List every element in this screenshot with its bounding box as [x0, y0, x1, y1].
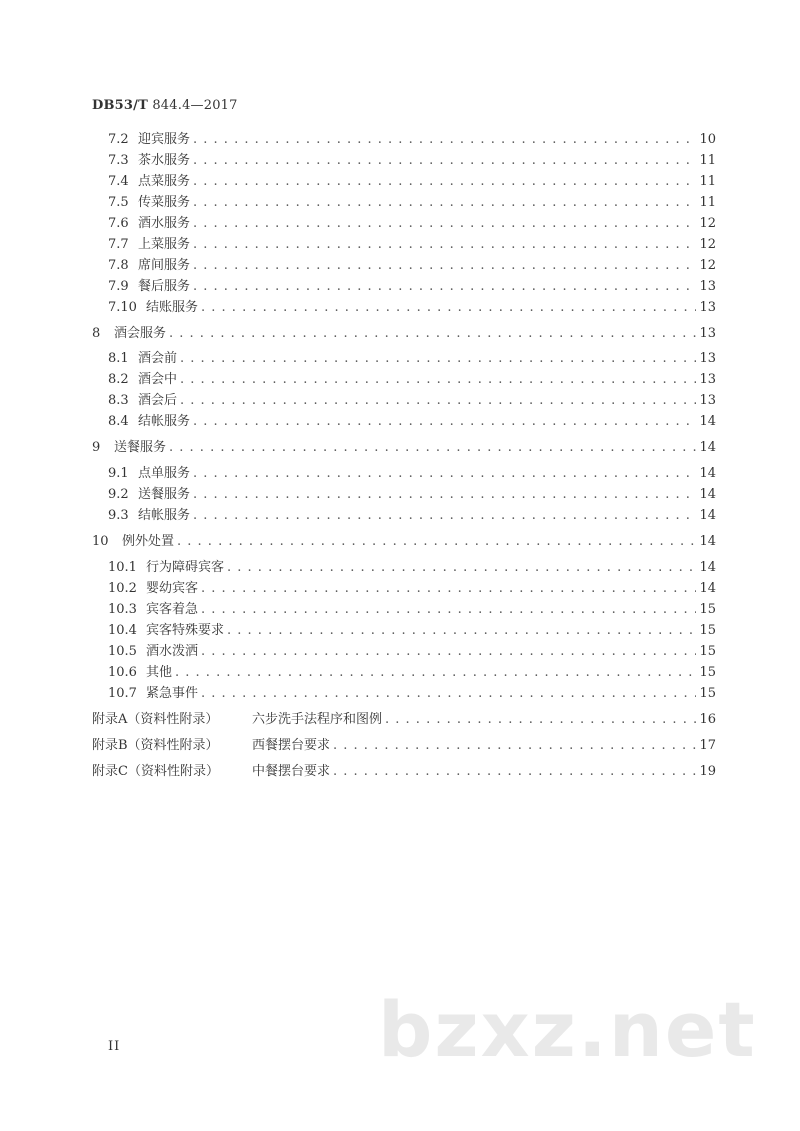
toc-entry-page: 12 [699, 216, 716, 231]
toc-entry[interactable] [108, 278, 716, 296]
toc-entry-number: 附录C（资料性附录） [92, 764, 219, 779]
toc-entry-page: 14 [699, 487, 716, 502]
toc-dot-leader [201, 643, 696, 661]
toc-entry-page: 15 [699, 623, 716, 638]
toc-entry-page: 14 [699, 440, 716, 455]
toc-entry-label: 行为障碍宾客 [146, 560, 225, 575]
toc-dot-leader [201, 299, 696, 317]
toc-entry-label: 结帐服务 [138, 414, 191, 429]
toc-entry-page: 14 [699, 534, 716, 549]
watermark: bzxz.net [378, 985, 757, 1074]
toc-dot-leader [180, 350, 696, 368]
toc-entry-page: 15 [699, 665, 716, 680]
toc-entry-number: 7.8 [108, 258, 129, 273]
toc-entry-label: 酒会前 [138, 351, 178, 366]
toc-entry-label: 送餐服务 [114, 440, 167, 455]
toc-entry-page: 11 [699, 153, 716, 168]
toc-entry-label: 例外处置 [122, 534, 175, 549]
toc-entry[interactable] [108, 299, 716, 317]
toc-entry[interactable] [108, 559, 716, 577]
toc-dot-leader [193, 152, 696, 170]
toc-entry[interactable] [92, 325, 716, 343]
toc-entry-number: 8.4 [108, 414, 129, 429]
toc-entry-number: 7.10 [108, 300, 137, 315]
toc-entry[interactable] [108, 350, 716, 368]
toc-entry-label: 上菜服务 [138, 237, 191, 252]
toc-entry[interactable] [92, 711, 716, 729]
toc-entry-label: 茶水服务 [138, 153, 191, 168]
toc-entry-page: 16 [699, 712, 716, 727]
toc-entry-number: 7.2 [108, 132, 129, 147]
toc-entry-page: 19 [699, 764, 716, 779]
toc-entry[interactable] [108, 622, 716, 640]
toc-entry-number: 9.2 [108, 487, 129, 502]
toc-entry-number: 10.6 [108, 665, 137, 680]
toc-dot-leader [180, 392, 696, 410]
toc-entry[interactable] [108, 507, 716, 525]
document-code-prefix: DB53/T [92, 98, 148, 113]
toc-entry[interactable] [92, 439, 716, 457]
toc-entry[interactable] [108, 601, 716, 619]
toc-entry-label: 席间服务 [138, 258, 191, 273]
toc-entry[interactable] [108, 392, 716, 410]
toc-entry-label: 西餐摆台要求 [252, 738, 331, 753]
toc-entry-label: 六步洗手法程序和图例 [252, 712, 383, 727]
toc-entry-label: 酒水服务 [138, 216, 191, 231]
toc-entry-number: 7.5 [108, 195, 129, 210]
toc-entry-number: 附录A（资料性附录） [92, 712, 219, 727]
toc-entry[interactable] [108, 152, 716, 170]
toc-entry-label: 传菜服务 [138, 195, 191, 210]
toc-entry-label: 宾客着急 [146, 602, 199, 617]
toc-entry-number: 10.1 [108, 560, 137, 575]
toc-entry-number: 9 [92, 440, 101, 455]
toc-dot-leader [201, 601, 696, 619]
toc-dot-leader [193, 236, 696, 254]
toc-entry-number: 10.7 [108, 686, 137, 701]
toc-entry-label: 酒会服务 [114, 326, 167, 341]
toc-entry-page: 14 [699, 508, 716, 523]
toc-dot-leader [193, 507, 696, 525]
toc-entry-number: 7.9 [108, 279, 129, 294]
toc-entry-number: 7.6 [108, 216, 129, 231]
toc-entry[interactable] [108, 580, 716, 598]
toc-dot-leader [333, 737, 696, 755]
toc-entry[interactable] [108, 685, 716, 703]
toc-dot-leader [175, 664, 696, 682]
toc-entry-label: 酒会中 [138, 372, 178, 387]
toc-entry-label: 点菜服务 [138, 174, 191, 189]
toc-entry-page: 13 [699, 279, 716, 294]
toc-entry-number: 7.7 [108, 237, 129, 252]
toc-entry[interactable] [108, 131, 716, 149]
toc-entry-label: 宾客特殊要求 [146, 623, 225, 638]
toc-entry-number: 9.1 [108, 466, 129, 481]
toc-dot-leader [333, 763, 696, 781]
toc-entry-number: 8.1 [108, 351, 129, 366]
toc-entry-number: 10.4 [108, 623, 137, 638]
toc-dot-leader [193, 194, 696, 212]
toc-entry[interactable] [108, 257, 716, 275]
toc-entry-label: 结帐服务 [138, 508, 191, 523]
toc-entry-label: 中餐摆台要求 [252, 764, 331, 779]
toc-dot-leader [193, 257, 696, 275]
toc-entry-number: 10 [92, 534, 109, 549]
toc-dot-leader [193, 215, 696, 233]
toc-entry[interactable] [108, 643, 716, 661]
toc-entry[interactable] [108, 664, 716, 682]
toc-entry-number: 7.4 [108, 174, 129, 189]
toc-dot-leader [193, 278, 696, 296]
toc-entry-page: 13 [699, 393, 716, 408]
toc-entry-number: 10.5 [108, 644, 137, 659]
toc-entry-number: 8.3 [108, 393, 129, 408]
toc-dot-leader [177, 533, 696, 551]
toc-dot-leader [193, 413, 696, 431]
toc-entry-label: 迎宾服务 [138, 132, 191, 147]
toc-dot-leader [193, 173, 696, 191]
toc-entry-label: 酒会后 [138, 393, 178, 408]
toc-entry[interactable] [108, 486, 716, 504]
toc-entry-page: 14 [699, 414, 716, 429]
toc-entry-label: 餐后服务 [138, 279, 191, 294]
toc-dot-leader [193, 486, 696, 504]
toc-dot-leader [385, 711, 696, 729]
toc-entry[interactable] [108, 173, 716, 191]
toc-entry[interactable] [108, 236, 716, 254]
toc-dot-leader [227, 622, 696, 640]
toc-entry-label: 其他 [146, 665, 173, 680]
toc-entry[interactable] [108, 465, 716, 483]
toc-dot-leader [180, 371, 696, 389]
toc-entry[interactable] [92, 763, 716, 781]
toc-entry-label: 婴幼宾客 [146, 581, 199, 596]
toc-entry-page: 14 [699, 466, 716, 481]
toc-entry[interactable] [92, 533, 716, 551]
toc-entry-number: 附录B（资料性附录） [92, 738, 219, 753]
toc-entry-page: 14 [699, 581, 716, 596]
toc-entry-page: 13 [699, 351, 716, 366]
toc-entry-label: 紧急事件 [146, 686, 199, 701]
toc-entry-page: 15 [699, 602, 716, 617]
toc-dot-leader [201, 685, 696, 703]
toc-entry-label: 结账服务 [146, 300, 199, 315]
toc-entry[interactable] [92, 737, 716, 755]
toc-entry-number: 9.3 [108, 508, 129, 523]
toc-entry-number: 8.2 [108, 372, 129, 387]
toc-entry-page: 14 [699, 560, 716, 575]
toc-entry-label: 送餐服务 [138, 487, 191, 502]
toc-entry-label: 点单服务 [138, 466, 191, 481]
toc-entry[interactable] [108, 215, 716, 233]
toc-entry-page: 13 [699, 326, 716, 341]
toc-dot-leader [169, 439, 696, 457]
toc-entry-number: 10.2 [108, 581, 137, 596]
page-number: II [108, 1039, 121, 1054]
toc-entry-page: 17 [699, 738, 716, 753]
toc-entry-page: 11 [699, 174, 716, 189]
toc-dot-leader [193, 465, 696, 483]
toc-entry-page: 13 [699, 372, 716, 387]
toc-entry-page: 12 [699, 237, 716, 252]
toc-entry-page: 12 [699, 258, 716, 273]
toc-entry-page: 15 [699, 686, 716, 701]
toc-entry-label: 酒水泼洒 [146, 644, 199, 659]
toc-entry-page: 11 [699, 195, 716, 210]
toc-entry-page: 13 [699, 300, 716, 315]
toc-dot-leader [201, 580, 696, 598]
toc-entry[interactable] [108, 371, 716, 389]
toc-dot-leader [169, 325, 696, 343]
toc-entry-page: 15 [699, 644, 716, 659]
toc-entry[interactable] [108, 413, 716, 431]
toc-entry-number: 7.3 [108, 153, 129, 168]
toc-dot-leader [193, 131, 696, 149]
toc-entry-number: 10.3 [108, 602, 137, 617]
document-code-number: 844.4—2017 [152, 98, 238, 113]
toc-entry-number: 8 [92, 326, 101, 341]
toc-dot-leader [227, 559, 696, 577]
toc-entry[interactable] [108, 194, 716, 212]
toc-entry-page: 10 [699, 132, 716, 147]
